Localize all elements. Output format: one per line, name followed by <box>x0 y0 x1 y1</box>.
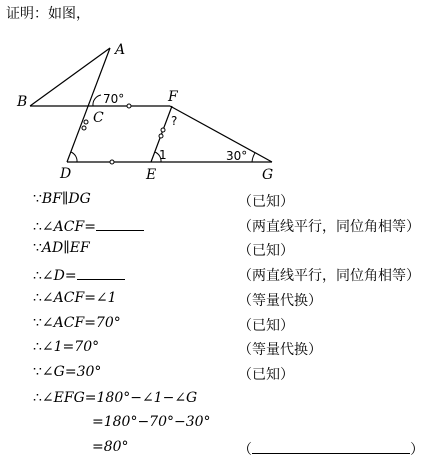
proof-statement <box>33 290 117 306</box>
proof-symbol: ∴ <box>33 268 42 284</box>
proof-line <box>0 288 442 313</box>
proof-statement <box>33 191 91 207</box>
answer-blank[interactable] <box>77 265 125 280</box>
proof-reason: （等量代换） <box>238 342 322 358</box>
point-g: G <box>262 167 274 183</box>
proof-expression: AD∥EF <box>41 240 90 256</box>
proof-statement <box>33 216 144 235</box>
proof-reason: （两直线平行，同位角相等） <box>238 219 420 235</box>
point-a: A <box>115 42 126 58</box>
proof-reason: （已知） <box>238 367 294 383</box>
proof-symbol: ∴ <box>33 219 42 235</box>
proof-line <box>0 189 442 214</box>
proof-reason: （ ） <box>238 439 424 459</box>
proof-line <box>0 437 442 462</box>
proof-line <box>0 263 442 288</box>
proof-line <box>0 313 442 338</box>
angle-unknown-label: ? <box>171 114 178 128</box>
proof-symbol: ∴ <box>33 390 42 406</box>
proof-line <box>0 214 442 239</box>
proof-expression: =180°−70°−30° <box>92 414 211 430</box>
proof-statement <box>33 339 99 355</box>
proof-statement <box>33 265 125 284</box>
proof-symbol: ∵ <box>33 191 42 207</box>
proof-expression: ∠D= <box>41 268 77 284</box>
proof-line <box>0 388 442 413</box>
proof-reason: （等量代换） <box>238 293 322 309</box>
line-ba <box>30 48 110 106</box>
proof-statement <box>92 439 129 455</box>
proof-expression: ∠ACF=70° <box>41 315 121 331</box>
reason-blank[interactable] <box>252 439 410 454</box>
angle-one-label: 1 <box>159 148 167 162</box>
proof-reason: （已知） <box>238 318 294 334</box>
proof-statement <box>92 414 211 430</box>
point-f: F <box>168 89 178 105</box>
point-b: B <box>17 94 28 110</box>
proof-expression: =80° <box>92 439 129 455</box>
answer-blank[interactable] <box>96 216 144 231</box>
proof-statement <box>33 390 197 406</box>
proof-symbol: ∴ <box>33 339 42 355</box>
point-e: E <box>146 167 157 183</box>
proof-line <box>0 337 442 362</box>
proof-expression: ∠ACF= <box>41 219 96 235</box>
geometry-figure <box>0 0 442 185</box>
header-title: 证明：如图， <box>6 6 90 22</box>
proof-reason: （已知） <box>238 243 294 259</box>
proof-expression: ∠G=30° <box>41 364 102 380</box>
angle-acf-label: 70° <box>103 92 125 106</box>
proof-line <box>0 362 442 387</box>
proof-reason: （两直线平行，同位角相等） <box>238 268 420 284</box>
proof-symbol: ∵ <box>33 240 42 256</box>
proof-line <box>0 412 442 437</box>
proof-expression: ∠1=70° <box>41 339 100 355</box>
proof-statement <box>33 364 101 380</box>
proof-statement <box>33 315 121 331</box>
proof-expression: BF∥DG <box>41 191 91 207</box>
proof-statement <box>33 240 90 256</box>
proof-expression: ∠ACF=∠1 <box>41 290 117 306</box>
proof-symbol: ∴ <box>33 290 42 306</box>
proof-line <box>0 238 442 263</box>
proof-symbol: ∵ <box>33 315 42 331</box>
angle-g-label: 30° <box>226 149 248 163</box>
point-d: D <box>60 166 72 182</box>
point-c: C <box>93 110 104 126</box>
proof-symbol: ∵ <box>33 364 42 380</box>
proof-reason: （已知） <box>238 194 294 210</box>
line-fg <box>170 106 272 162</box>
proof-expression: ∠EFG=180°−∠1−∠G <box>41 390 198 406</box>
